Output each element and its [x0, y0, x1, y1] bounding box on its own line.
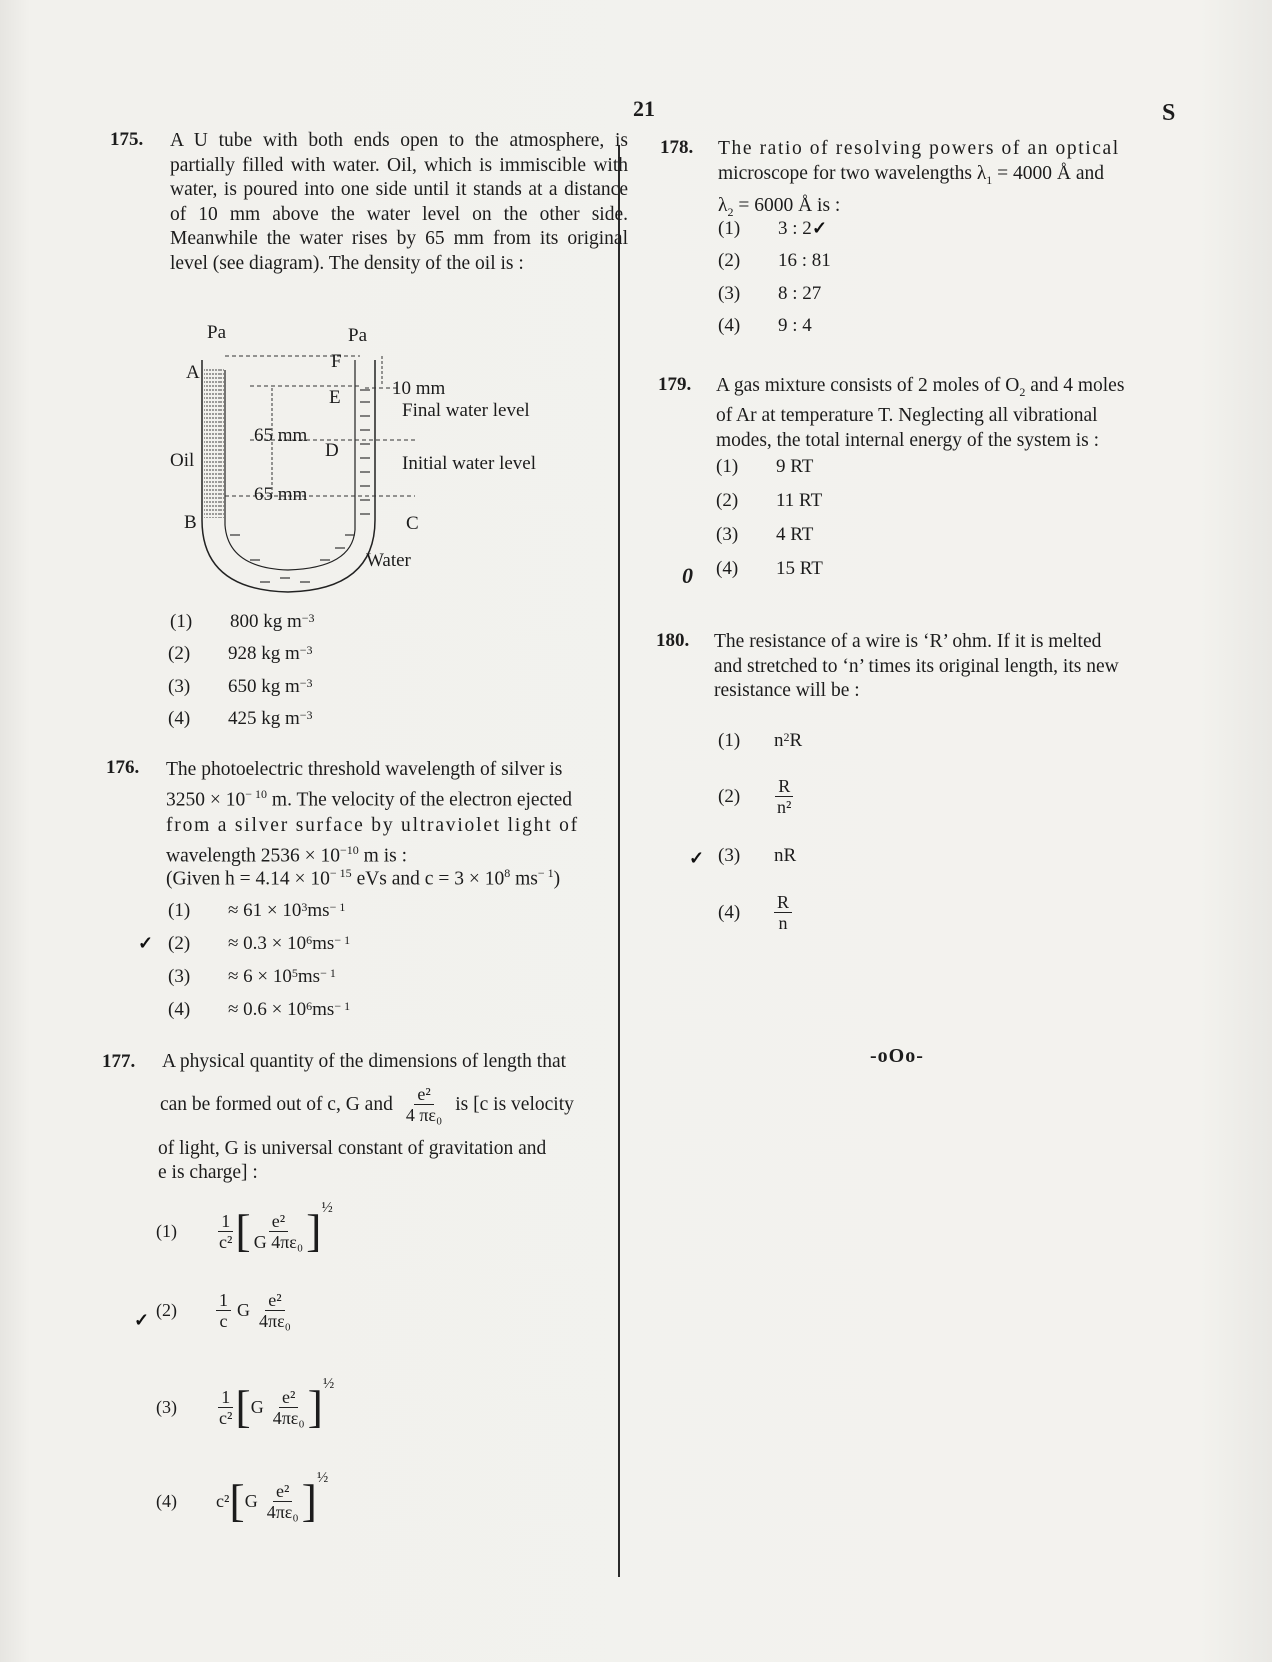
option-exponent: −3: [299, 643, 313, 657]
q178-line-1: The ratio of resolving powers of an optical: [718, 138, 1120, 159]
question-176-number: 176.: [106, 757, 140, 778]
option-value: 928 kg m: [228, 643, 300, 664]
label-65mm-lower: 65 mm: [254, 484, 308, 505]
q177-line-2: can be formed out of c, G and $\frac{\text{e²}}{\text{4 πε₀}}$ is [c is velocity: [160, 1084, 574, 1125]
q180-line-2: and stretched to ‘n’ times its original length, its new: [714, 655, 1119, 677]
q179-line-3: modes, the total internal energy of the system is :: [716, 429, 1100, 451]
q176-line-3: from a silver surface by ultraviolet light of: [166, 814, 579, 836]
q179-circle-mark: 0: [682, 563, 693, 588]
label-oil: Oil: [170, 450, 195, 471]
q176-line-2: $3250 \times 10^{- 10}$ m. The velocity of the electron ejected: [166, 787, 573, 811]
q180-option-1[interactable]: (1) n 2 R: [718, 730, 803, 751]
q177-option-1[interactable]: (1) $\frac{1}{\text{c²}}$ [ $\frac{\text{e²}}{\text{G 4πε₀}}$ ] ½: [156, 1200, 333, 1256]
q179-option-4[interactable]: (4) 15 RT: [716, 558, 823, 579]
option-exponent: −3: [299, 708, 313, 722]
q179-line-2: of Ar at temperature T. Neglecting all vibrational: [716, 405, 1098, 427]
q176-given: (Given $h = 4.14 \times 10^{- 15}$ eVs and $c = 3 \times 10^8$ $ms^{- 1}$): [166, 866, 561, 890]
label-e: E: [329, 387, 341, 408]
q176-option-4[interactable]: (4) ≈ 0.6 × 10 6 ms − 1: [168, 999, 351, 1020]
q178-option-2[interactable]: (2) 16 : 81: [718, 250, 831, 271]
question-176-text: [166, 757, 621, 868]
question-179-number: 179.: [658, 374, 692, 395]
label-f: F: [331, 351, 342, 372]
q177-line-1: A physical quantity of the dimensions of length that: [162, 1051, 567, 1072]
option-exponent: −3: [299, 676, 313, 690]
q176-line-4: wavelength $2536 \times 10^{-10}$ m is :: [166, 842, 408, 866]
option-exponent: −3: [301, 611, 315, 625]
q176-option-2[interactable]: (2) ≈ 0.3 × 10 6 ms − 1: [168, 933, 351, 954]
q176-option-3[interactable]: (3) ≈ 6 × 10 5 ms − 1: [168, 966, 336, 987]
q175-option-4[interactable]: [168, 708, 313, 730]
label-final-water-level: Final water level: [402, 400, 530, 421]
q177-tick-mark: ✓: [134, 1310, 150, 1330]
q179-option-3[interactable]: (3) 4 RT: [716, 524, 814, 545]
question-178-number: 178.: [660, 137, 694, 158]
option-number: (1): [170, 611, 193, 632]
q177-line-3: of light, G is universal constant of gravitation and: [158, 1138, 547, 1159]
question-178-text: [718, 136, 1178, 225]
q178-line-2: microscope for two wavelengths $\lambda_1 = 4000$ Å and: [718, 163, 1105, 187]
label-pa-right: Pa: [348, 325, 367, 346]
series-code: S: [1162, 100, 1176, 126]
q179-option-2[interactable]: (2) 11 RT: [716, 490, 823, 511]
q176-option-1[interactable]: (1) ≈ 61 × 10 3 ms − 1: [168, 900, 346, 921]
q178-tick-mark: ✓: [812, 218, 828, 238]
label-a: A: [186, 362, 200, 383]
label-initial-water-level: Initial water level: [402, 453, 536, 474]
label-10mm: 10 mm: [392, 378, 446, 399]
option-value: 425 kg m: [228, 708, 300, 729]
label-65mm-upper: 65 mm: [254, 425, 308, 446]
q175-option-2[interactable]: [168, 643, 313, 665]
label-c: C: [406, 513, 419, 534]
q179-line-1: A gas mixture consists of 2 moles of $O_2$ and 4 moles: [716, 375, 1125, 399]
q176-tick-mark: ✓: [138, 933, 154, 953]
question-175-number: 175.: [110, 129, 144, 150]
q175-option-3[interactable]: [168, 676, 313, 698]
question-177-number: 177.: [102, 1051, 136, 1072]
q177-option-4[interactable]: (4) c² [ G $\frac{\text{e²}}{\text{4πε₀}}$ ] ½: [156, 1470, 329, 1526]
q177-option-2[interactable]: (2) $\frac{1}{c}$ G $\frac{\text{e²}}{\text{4πε₀}}$: [156, 1290, 291, 1331]
q180-tick-mark: ✓: [689, 848, 705, 868]
q177-line-4: e is charge] :: [158, 1162, 258, 1183]
option-number: (3): [168, 676, 191, 697]
q178-line-3: $\lambda_2 = 6000$ Å is :: [718, 194, 841, 219]
option-number: (4): [168, 708, 191, 729]
option-value: 800 kg m: [230, 611, 302, 632]
q180-option-2[interactable]: (2) $\frac{R}{\text{n²}}$: [718, 776, 792, 817]
label-water: Water: [366, 550, 411, 571]
q180-line-1: The resistance of a wire is ‘R’ ohm. If it is melted: [714, 631, 1102, 652]
q176-line-1: The photoelectric threshold wavelength of silver is: [166, 759, 563, 780]
label-pa-left: Pa: [207, 322, 226, 343]
q178-option-4[interactable]: (4) 9 : 4: [718, 315, 812, 336]
q175-option-1[interactable]: [170, 611, 315, 633]
q179-option-1[interactable]: (1) 9 RT: [716, 456, 814, 477]
question-175-text: A U tube with both ends open to the atmosphere, is partially filled with water. Oil, which is immiscible with water, is poured into one side until it stands at a distance of 10 mm above the water level on the other side. Meanwhile the water rises by 65 mm from its original level (see diagram). The density of the oil is :: [170, 130, 628, 274]
label-d: D: [325, 440, 339, 461]
question-179-text: [716, 374, 1178, 453]
question-180-number: 180.: [656, 630, 690, 651]
q180-option-4[interactable]: (4) $\frac{R}{n}$: [718, 892, 792, 933]
page-number: 21: [633, 96, 655, 121]
question-180-text: [714, 630, 1178, 704]
option-value: 650 kg m: [228, 676, 300, 697]
end-mark: -oOo-: [870, 1045, 924, 1067]
q180-option-3[interactable]: (3) nR: [718, 845, 797, 866]
label-b: B: [184, 512, 197, 533]
q180-line-3: resistance will be :: [714, 680, 860, 701]
q178-option-3[interactable]: (3) 8 : 27: [718, 283, 822, 304]
option-number: (2): [168, 643, 191, 664]
q177-option-3[interactable]: (3) $\frac{1}{\text{c²}}$ [ G $\frac{\text{e²}}{\text{4πε₀}}$ ] ½: [156, 1376, 335, 1432]
q178-option-1[interactable]: (1) 3 : 2: [718, 218, 812, 239]
